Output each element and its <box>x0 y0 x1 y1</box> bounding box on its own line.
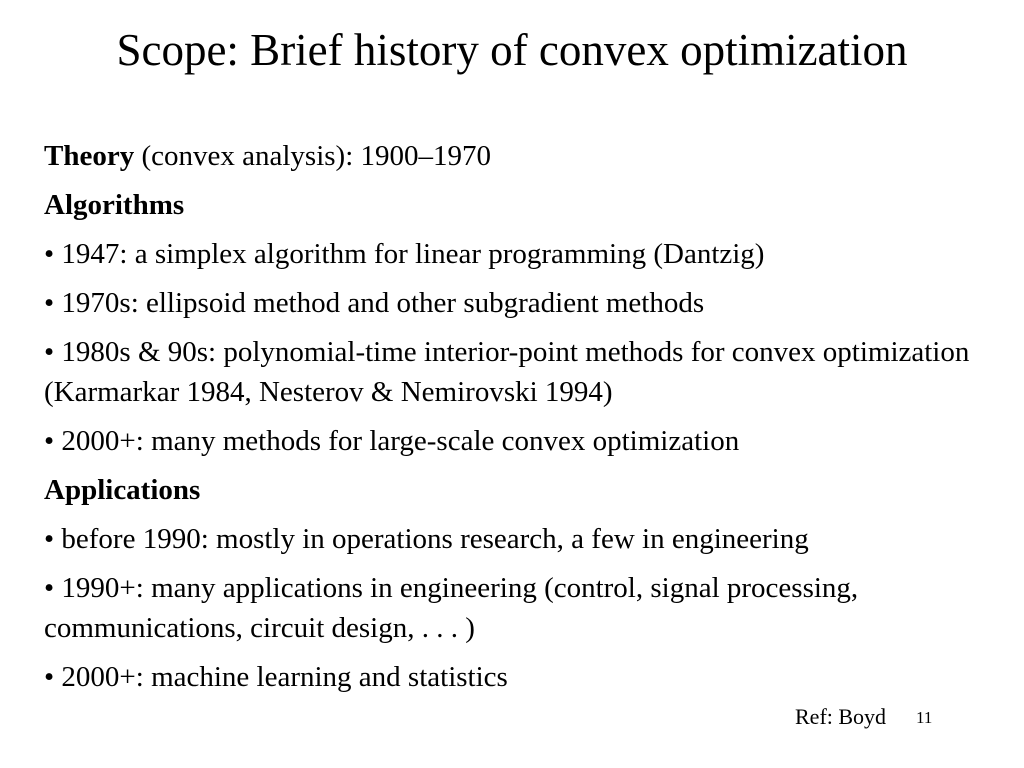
algorithm-item-interior-point: • 1980s & 90s: polynomial-time interior-point methods for convex optimization (Karmarkar 1984, Nesterov & Nemirovski 1994) <box>44 336 970 408</box>
algorithm-item-simplex: • 1947: a simplex algorithm for linear programming (Dantzig) <box>44 238 765 270</box>
application-item-machine-learning: • 2000+: machine learning and statistics <box>44 661 508 693</box>
algorithm-item-large-scale: • 2000+: many methods for large-scale convex optimization <box>44 425 740 457</box>
algorithm-item-ellipsoid: • 1970s: ellipsoid method and other subgradient methods <box>44 287 705 319</box>
reference-note: Ref: Boyd <box>795 704 887 729</box>
algorithms-heading: Algorithms <box>44 189 185 221</box>
slide-title: Scope: Brief history of convex optimization <box>116 25 908 75</box>
theory-line <box>44 136 1009 176</box>
theory-label: Theory <box>44 140 135 172</box>
theory-text: (convex analysis): 1900–1970 <box>134 140 492 172</box>
application-item-engineering: • 1990+: many applications in engineering (control, signal processing, communications, circuit design, . . . ) <box>44 572 859 644</box>
application-item-before-1990: • before 1990: mostly in operations research, a few in engineering <box>44 523 809 555</box>
page-number: 11 <box>916 708 933 727</box>
applications-heading: Applications <box>44 474 201 506</box>
slide-body <box>44 136 1009 706</box>
